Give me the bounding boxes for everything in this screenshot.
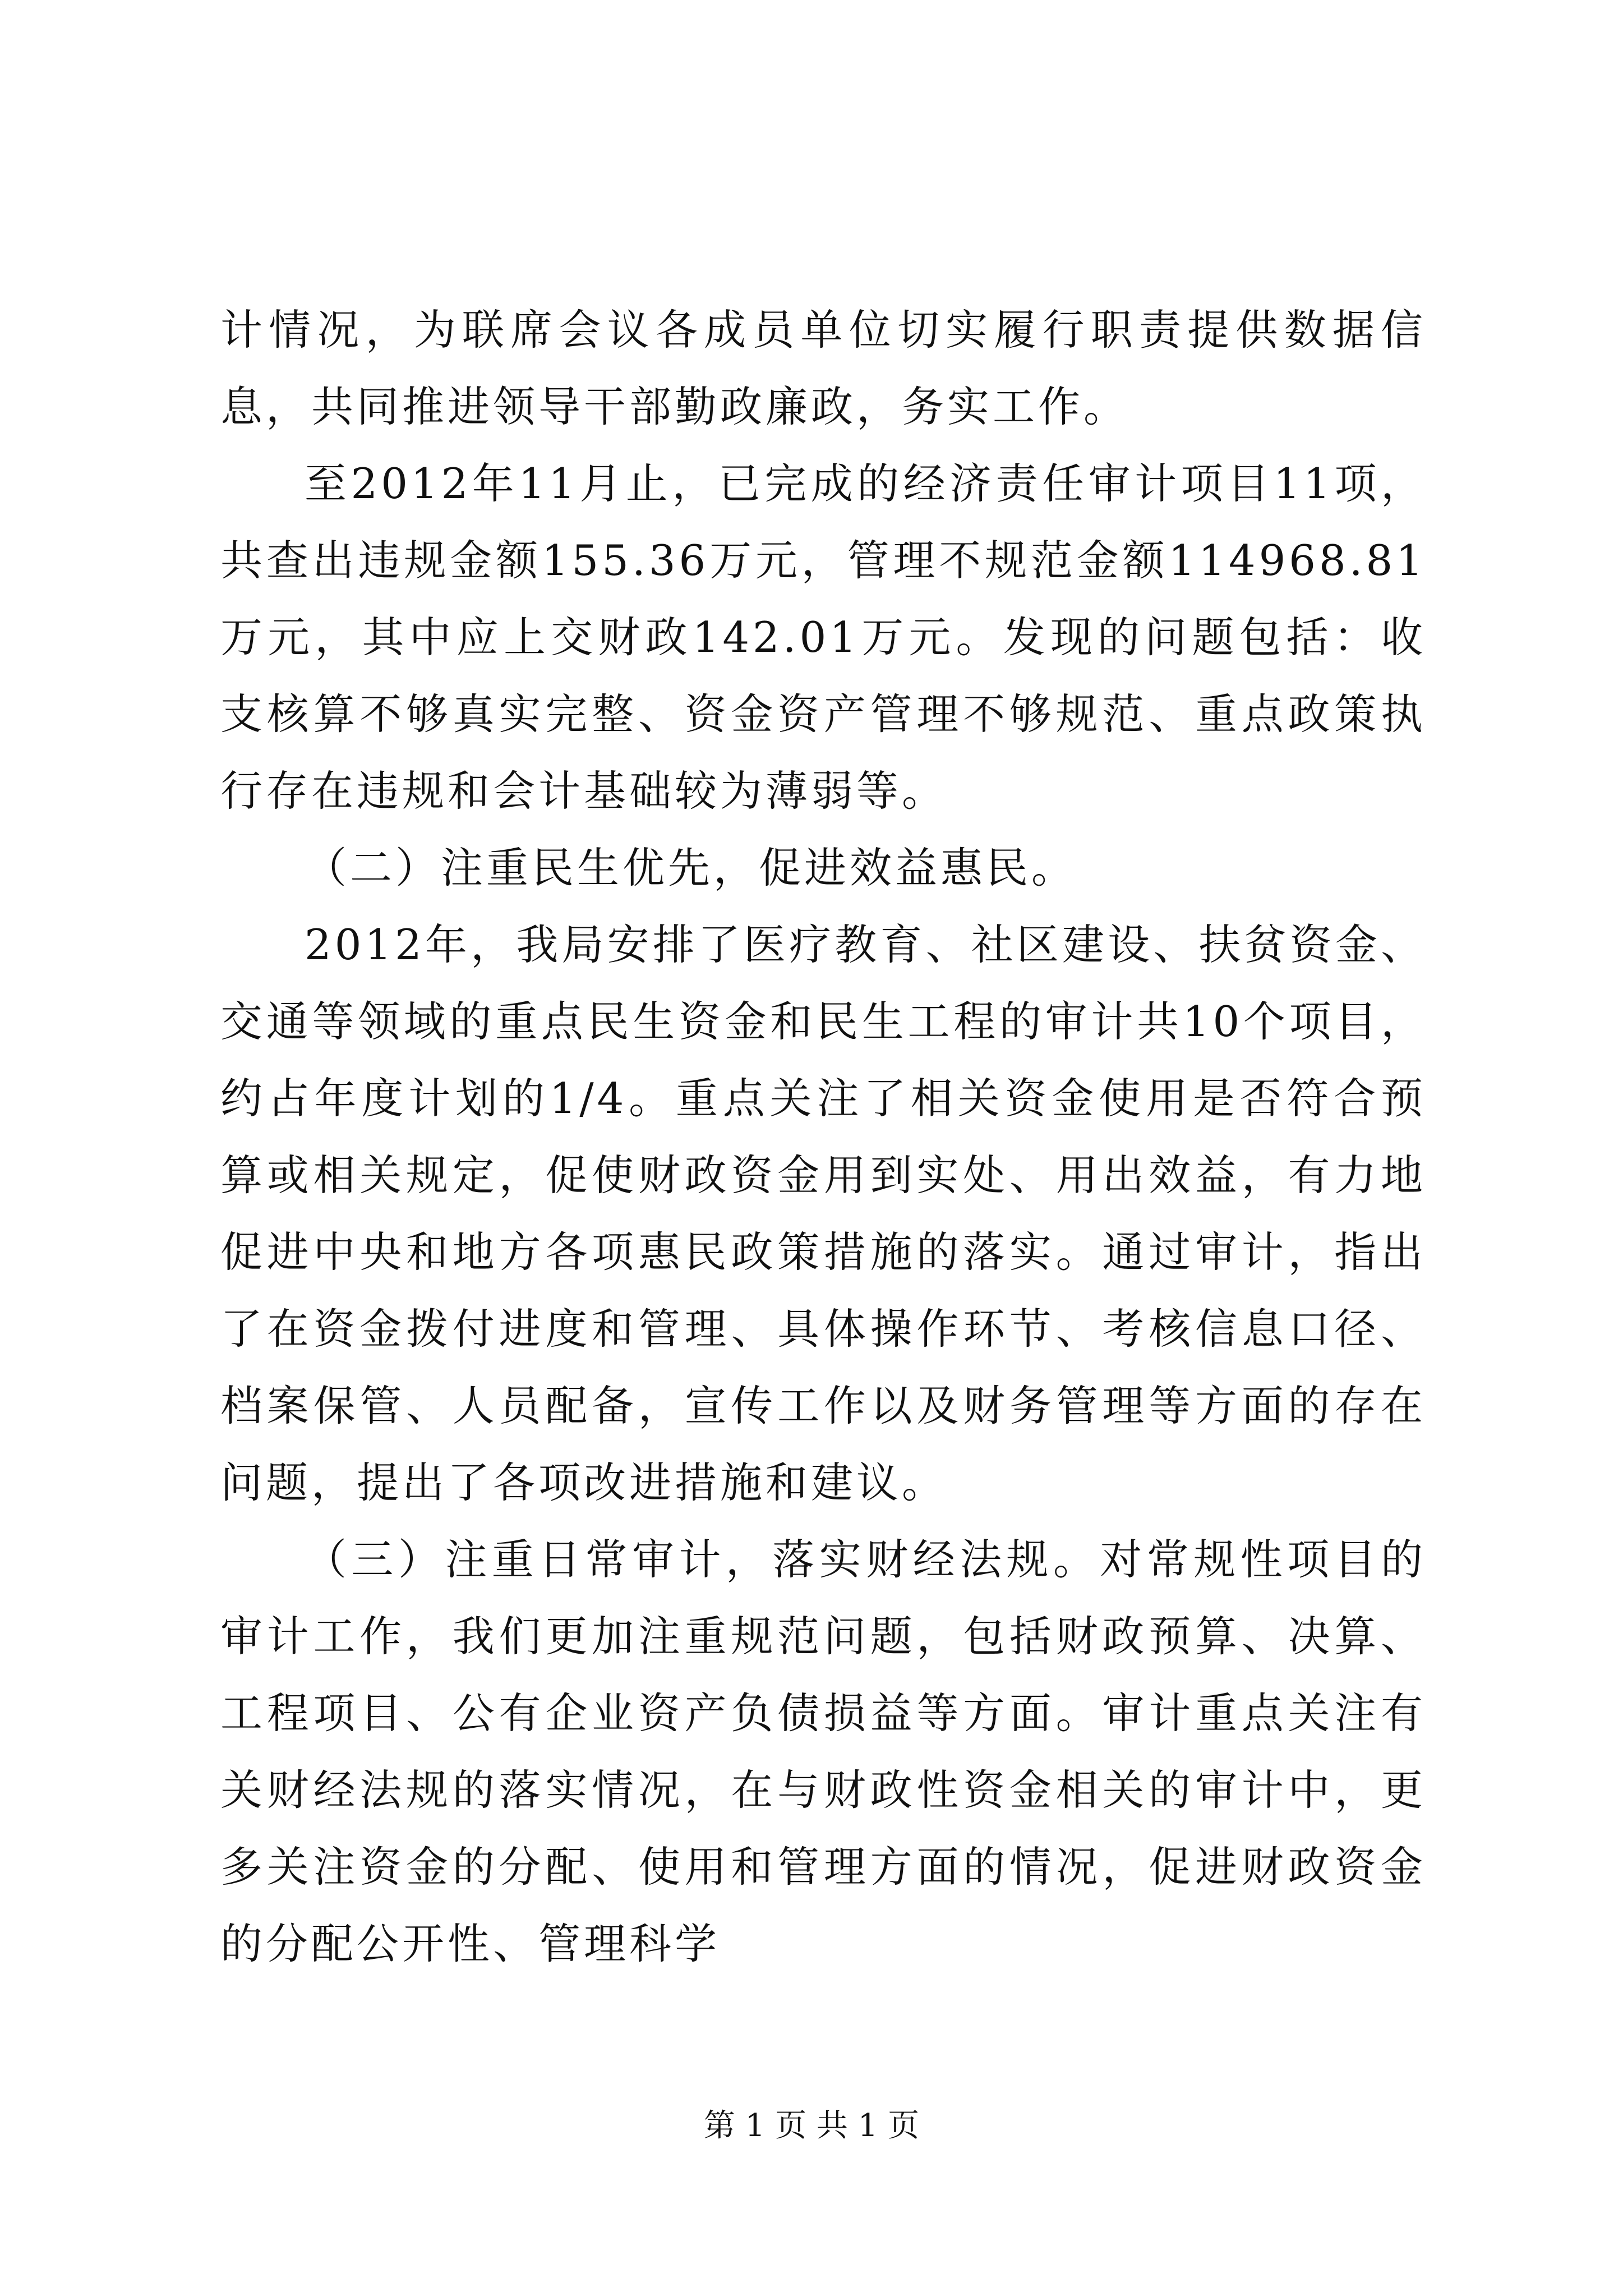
section-heading-livelihood: （二）注重民生优先，促进效益惠民。 xyxy=(305,843,1077,892)
paragraph-livelihood-audit: 2012年，我局安排了医疗教育、社区建设、扶贫资金、交通等领域的重点民生资金和民生工程的审计共10个项目，约占年度计划的1/4。重点关注了相关资金使用是否符合预算或相关规定，促使财政资金用到实处、用出效益，有力地促进中央和地方各项惠民政策措施的落实。通过审计，指出了在资金拨付进度和管理、具体操作环节、考核信息口径、档案保管、人员配备，宣传工作以及财务管理等方面的存在问题，提出了各项改进措施和建议。 xyxy=(220,920,1426,1507)
paragraph-audit-results: 至2012年11月止，已完成的经济责任审计项目11项，共查出违规金额155.36万元，管理不规范金额114968.81万元，其中应上交财政142.01万元。发现的问题包括：收支核算不够真实完整、资金资产管理不够规范、重点政策执行存在违规和会计基础较为薄弱等。 xyxy=(220,459,1426,816)
document-body xyxy=(220,292,1426,1982)
page-footer: 第 1 页 共 1 页 xyxy=(703,2108,920,2144)
paragraph-routine-audit: （三）注重日常审计，落实财经法规。对常规性项目的审计工作，我们更加注重规范问题，包括财政预算、决算、工程项目、公有企业资产负债损益等方面。审计重点关注有关财经法规的落实情况，在与财政性资金相关的审计中，更多关注资金的分配、使用和管理方面的情况，促进财政资金的分配公开性、管理科学 xyxy=(220,1535,1426,1968)
paragraph-continuation: 计情况，为联席会议各成员单位切实履行职责提供数据信息，共同推进领导干部勤政廉政，务实工作。 xyxy=(220,305,1426,431)
